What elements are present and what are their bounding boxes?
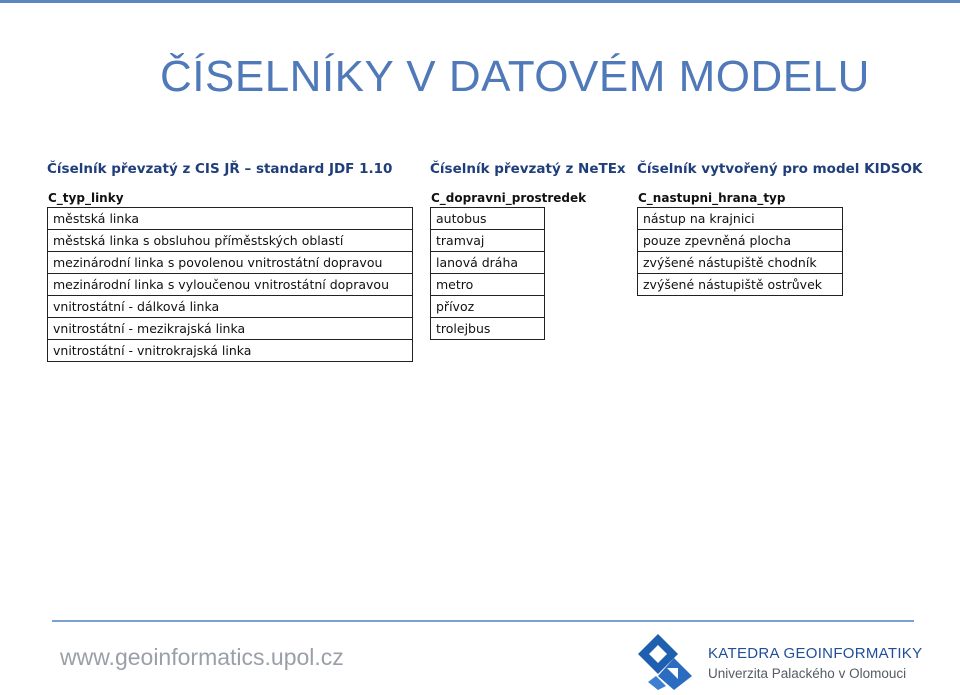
table-cell: metro bbox=[431, 274, 545, 296]
table-cell: městská linka s obsluhou příměstských oblastí bbox=[48, 230, 413, 252]
slide-title: ČÍSELNÍKY V DATOVÉM MODELU bbox=[160, 52, 870, 101]
logo-department-name: KATEDRA GEOINFORMATIKY bbox=[708, 645, 923, 662]
table-row bbox=[431, 274, 545, 296]
logo-university-name: Univerzita Palackého v Olomouci bbox=[708, 666, 907, 681]
table-row bbox=[48, 318, 413, 340]
footer-rule bbox=[52, 620, 914, 622]
table-cell: vnitrostátní - dálková linka bbox=[48, 296, 413, 318]
table-name: C_typ_linky bbox=[48, 191, 124, 205]
group-heading: Číselník převzatý z CIS JŘ – standard JDF 1.10 bbox=[47, 161, 393, 177]
table-row bbox=[48, 274, 413, 296]
table-name: C_dopravni_prostredek bbox=[431, 191, 587, 205]
table-cell: tramvaj bbox=[431, 230, 545, 252]
table-row bbox=[48, 296, 413, 318]
table-cell: mezinárodní linka s povolenou vnitrostátní dopravou bbox=[48, 252, 413, 274]
table-row bbox=[638, 208, 843, 230]
table-row bbox=[431, 318, 545, 340]
table-row bbox=[48, 230, 413, 252]
table-cell: městská linka bbox=[48, 208, 413, 230]
table-cell: zvýšené nástupiště chodník bbox=[638, 252, 843, 274]
table-cell: lanová dráha bbox=[431, 252, 545, 274]
table-cell: vnitrostátní - vnitrokrajská linka bbox=[48, 340, 413, 362]
table-row bbox=[48, 340, 413, 362]
table-cell: zvýšené nástupiště ostrůvek bbox=[638, 274, 843, 296]
table-cell: vnitrostátní - mezikrajská linka bbox=[48, 318, 413, 340]
table-cell: mezinárodní linka s vyloučenou vnitrostátní dopravou bbox=[48, 274, 413, 296]
top-accent-rule bbox=[0, 0, 960, 3]
footer-url-link[interactable]: www.geoinformatics.upol.cz bbox=[60, 644, 344, 670]
table-row bbox=[48, 208, 413, 230]
table-cell: trolejbus bbox=[431, 318, 545, 340]
group-heading: Číselník převzatý z NeTEx bbox=[430, 161, 626, 177]
group-heading: Číselník vytvořený pro model KIDSOK bbox=[637, 161, 923, 177]
table-row bbox=[48, 252, 413, 274]
table-row bbox=[431, 208, 545, 230]
codelist-table bbox=[637, 207, 843, 296]
table-row bbox=[638, 274, 843, 296]
table-cell: pouze zpevněná plocha bbox=[638, 230, 843, 252]
katedra-geoinformatiky-logo-icon bbox=[634, 632, 696, 692]
table-cell: nástup na krajnici bbox=[638, 208, 843, 230]
table-row bbox=[638, 252, 843, 274]
table-name: C_nastupni_hrana_typ bbox=[638, 191, 786, 205]
table-row bbox=[431, 296, 545, 318]
table-row bbox=[638, 230, 843, 252]
table-row bbox=[431, 230, 545, 252]
table-row bbox=[431, 252, 545, 274]
codelist-table bbox=[47, 207, 413, 362]
codelist-table bbox=[430, 207, 545, 340]
table-cell: autobus bbox=[431, 208, 545, 230]
table-cell: přívoz bbox=[431, 296, 545, 318]
